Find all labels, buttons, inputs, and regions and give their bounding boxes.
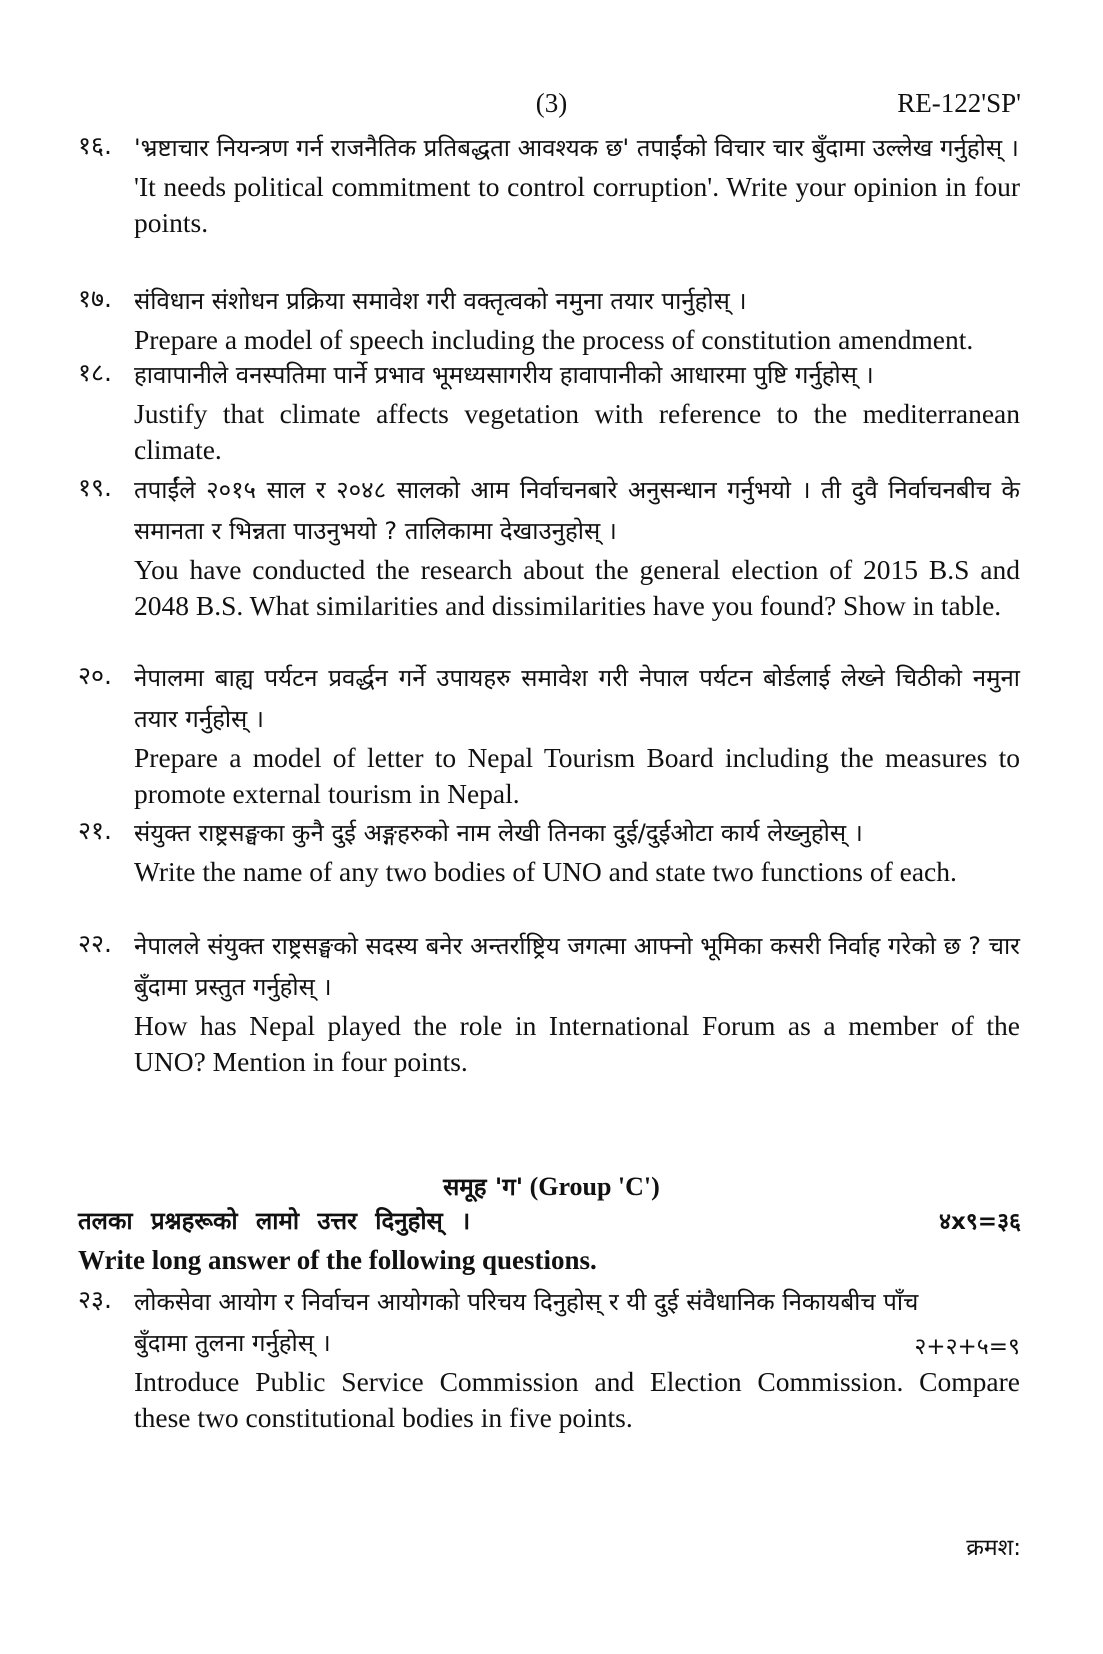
question-text-english: Prepare a model of letter to Nepal Tourism Board including the measures to promote external tourism in Nepal. — [134, 742, 1020, 809]
instruction-marks: ४x९=३६ — [939, 1209, 1021, 1235]
question-text-nepali: हावापानीले वनस्पतिमा पार्ने प्रभाव भूमध्यसागरीय हावापानीको आधारमा पुष्टि गर्नुहोस् । — [134, 361, 874, 389]
question-text-nepali-line1: लोकसेवा आयोग र निर्वाचन आयोगको परिचय दिनुहोस् र यी दुई संवैधानिक निकायबीच पाँच — [134, 1288, 919, 1316]
question-number: १८. — [78, 358, 112, 387]
question-23 — [78, 1282, 1020, 1436]
group-heading-english: (Group 'C') — [529, 1172, 660, 1201]
paper-code: RE-122'SP' — [897, 88, 1021, 118]
question-number: २०. — [78, 661, 112, 690]
question-text-nepali: संविधान संशोधन प्रक्रिया समावेश गरी वक्तृत्वको नमुना तयार पार्नुहोस् । — [134, 287, 747, 315]
question-17 — [78, 281, 1020, 358]
marks-breakdown: २+२+५=९ — [914, 1334, 1020, 1360]
instruction-english: Write long answer of the following questions. — [78, 1245, 597, 1275]
question-text-english: You have conducted the research about the general election of 2015 B.S and 2048 B.S. What similarities and dissimilarities have you found? Show in table. — [134, 554, 1020, 621]
question-21 — [78, 813, 1020, 890]
question-text-english: Introduce Public Service Commission and Election Commission. Compare these two constitutional bodies in five points. — [134, 1366, 1020, 1433]
question-text-nepali: तपाईंले २०१५ साल र २०४८ सालको आम निर्वाचनबारे अनुसन्धान गर्नुभयो । ती दुवै निर्वाचनबीच के समानता र भिन्नता पाउनुभयो ? तालिकामा देखाउनुहोस् । — [134, 476, 1020, 545]
question-number: १७. — [78, 284, 112, 313]
question-16 — [78, 128, 1020, 241]
group-c-heading — [0, 1170, 1103, 1203]
question-text-nepali: नेपालले संयुक्त राष्ट्रसङ्घको सदस्य बनेर अन्तर्राष्ट्रिय जगत्मा आफ्नो भूमिका कसरी निर्वाह गरेको छ ? चार बुँदामा प्रस्तुत गर्नुहोस् । — [134, 932, 1020, 1001]
question-text-english: Justify that climate affects vegetation with reference to the mediterranean climate. — [134, 398, 1020, 465]
question-number: १६. — [78, 131, 112, 160]
question-number: २३. — [78, 1285, 112, 1314]
question-18 — [78, 355, 1020, 468]
question-20 — [78, 658, 1020, 812]
question-number: १९. — [78, 473, 112, 502]
question-text-english: How has Nepal played the role in International Forum as a member of the UNO? Mention in four points. — [134, 1010, 1020, 1077]
question-text-nepali-line2: बुँदामा तुलना गर्नुहोस् । — [134, 1329, 331, 1357]
question-number: २२. — [78, 929, 112, 958]
question-text-nepali: 'भ्रष्टाचार नियन्त्रण गर्न राजनैतिक प्रतिबद्धता आवश्यक छ' तपाईंको विचार चार बुँदामा उल्लेख गर्नुहोस् । — [134, 134, 1019, 162]
question-number: २१. — [78, 816, 112, 845]
group-heading-nepali: समूह 'ग' — [443, 1173, 524, 1201]
question-text-english: Write the name of any two bodies of UNO and state two functions of each. — [134, 856, 957, 887]
continued-label: क्रमश: — [966, 1535, 1021, 1561]
question-text-nepali: नेपालमा बाह्य पर्यटन प्रवर्द्धन गर्ने उपायहरु समावेश गरी नेपाल पर्यटन बोर्डलाई लेख्ने चिठीको नमुना तयार गर्नुहोस् । — [134, 664, 1020, 733]
question-text-english: 'It needs political commitment to control corruption'. Write your opinion in four points. — [134, 171, 1020, 238]
page-number: (3) — [535, 88, 568, 118]
question-22 — [78, 926, 1020, 1080]
question-text-english: Prepare a model of speech including the process of constitution amendment. — [134, 324, 974, 355]
question-19 — [78, 470, 1020, 624]
question-text-nepali: संयुक्त राष्ट्रसङ्घका कुनै दुई अङ्गहरुको नाम लेखी तिनका दुई/दुईओटा कार्य लेख्नुहोस् । — [134, 819, 863, 847]
instruction-nepali: तलका प्रश्नहरूको लामो उत्तर दिनुहोस् । — [78, 1207, 471, 1235]
